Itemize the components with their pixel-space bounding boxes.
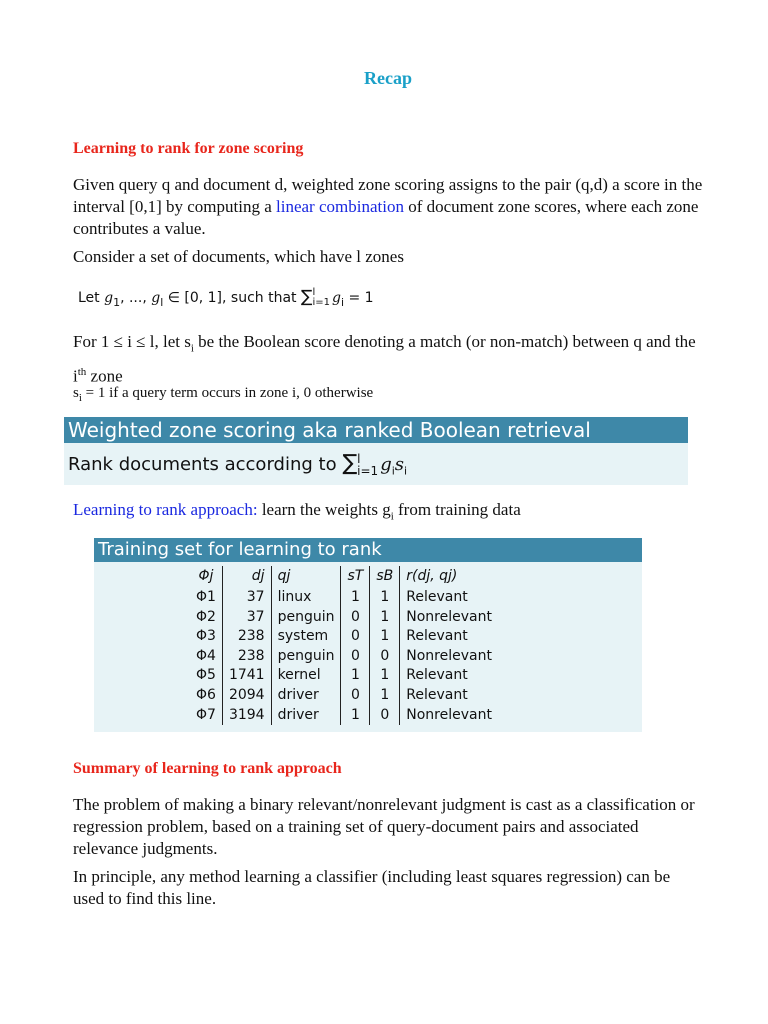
table-row bbox=[190, 627, 498, 647]
cell-st: 0 bbox=[341, 686, 370, 706]
cell-q: kernel bbox=[271, 666, 341, 686]
paragraph-text: zone bbox=[86, 367, 123, 387]
cell-st: 1 bbox=[341, 666, 370, 686]
paragraph-summary-1: The problem of making a binary relevant/nonrelevant judgment is cast as a classification or regression problem, based on a training set of query-document pairs and associated relevance judgments. bbox=[73, 795, 695, 858]
linear-combination-link[interactable]: linear combination bbox=[276, 197, 404, 216]
cell-sb: 1 bbox=[370, 686, 400, 706]
cell-r: Relevant bbox=[406, 628, 468, 645]
paragraph-boolean-score bbox=[73, 330, 703, 389]
formula-text: Let bbox=[78, 290, 100, 306]
column-header: sB bbox=[370, 566, 400, 588]
subscript: i bbox=[190, 342, 194, 355]
cell-q: system bbox=[271, 627, 341, 647]
paragraph-approach bbox=[73, 499, 703, 527]
paragraph-text: Given query q and document d, weighted zone scoring assigns to the pair (q,d) a score in the interval [0,1] by computing a bbox=[73, 175, 703, 216]
cell-phi: Φ5 bbox=[196, 667, 216, 684]
paragraph-text: be the Boolean score denoting a match (or non-match) between q and the i bbox=[73, 332, 696, 387]
formula-text: ∈ [0, 1], such that bbox=[167, 290, 297, 306]
superscript: th bbox=[77, 366, 87, 379]
sum-symbol: ∑ bbox=[300, 287, 313, 307]
cell-d: 2094 bbox=[222, 686, 271, 706]
paragraph-text: of document zone scores, where each zone contributes a value. bbox=[73, 197, 699, 238]
cell-sb: 0 bbox=[370, 647, 400, 667]
table-row bbox=[190, 608, 498, 628]
formula-text: , ..., bbox=[120, 290, 152, 306]
table-header-row bbox=[190, 566, 498, 588]
cell-st: 0 bbox=[341, 647, 370, 667]
cell-phi: Φ3 bbox=[196, 628, 216, 645]
cell-r: Relevant bbox=[406, 686, 468, 703]
cell-d: 37 bbox=[222, 588, 271, 608]
cell-sb: 1 bbox=[370, 666, 400, 686]
table-row bbox=[190, 706, 498, 726]
paragraph-zones: Consider a set of documents, which have l zones bbox=[73, 247, 404, 266]
cell-sb: 1 bbox=[370, 588, 400, 608]
cell-r: Nonrelevant bbox=[406, 608, 492, 625]
formula-sub: i=1 bbox=[312, 297, 330, 308]
wzs-box-header: Weighted zone scoring aka ranked Boolean retrieval bbox=[64, 417, 688, 443]
training-table-header: Training set for learning to rank bbox=[94, 538, 642, 562]
sum-symbol: ∑ bbox=[342, 451, 358, 476]
formula-sub: i bbox=[391, 464, 395, 478]
subscript: i bbox=[390, 510, 394, 523]
cell-r: Nonrelevant bbox=[406, 706, 492, 723]
section-heading-summary: Summary of learning to rank approach bbox=[73, 760, 342, 777]
cell-phi: Φ6 bbox=[196, 686, 216, 703]
learning-to-rank-approach-link[interactable]: Learning to rank approach: bbox=[73, 500, 258, 519]
column-header: r(dj, qj) bbox=[406, 568, 458, 585]
formula-text: = 1 bbox=[348, 290, 374, 306]
cell-r: Relevant bbox=[406, 589, 468, 605]
cell-phi: Φ2 bbox=[196, 608, 216, 625]
cell-d: 3194 bbox=[222, 706, 271, 726]
cell-q: penguin bbox=[271, 608, 341, 628]
table-row bbox=[190, 686, 498, 706]
cell-q: penguin bbox=[271, 647, 341, 667]
subscript: i bbox=[78, 392, 82, 404]
cell-phi: Φ4 bbox=[196, 647, 216, 664]
formula-sub: i=1 bbox=[357, 464, 379, 478]
cell-sb: 1 bbox=[370, 627, 400, 647]
formula-var: g bbox=[151, 290, 161, 306]
cell-st: 1 bbox=[341, 588, 370, 608]
column-header: dj bbox=[222, 566, 271, 588]
training-table-box bbox=[94, 562, 642, 732]
formula-sup: l bbox=[312, 287, 316, 298]
formula-sub: 1 bbox=[113, 295, 121, 309]
section-heading-zone-scoring: Learning to rank for zone scoring bbox=[73, 140, 304, 157]
cell-q: linux bbox=[271, 588, 341, 608]
table-row bbox=[190, 588, 498, 608]
formula-sup: l bbox=[357, 452, 361, 466]
cell-q: driver bbox=[271, 686, 341, 706]
cell-sb: 0 bbox=[370, 706, 400, 726]
paragraph-si-definition bbox=[73, 382, 703, 409]
cell-d: 238 bbox=[222, 647, 271, 667]
cell-q: driver bbox=[271, 706, 341, 726]
cell-st: 0 bbox=[341, 608, 370, 628]
cell-r: Nonrelevant bbox=[406, 647, 492, 664]
formula-weights bbox=[78, 287, 374, 309]
table-row bbox=[190, 666, 498, 686]
formula-sub: i bbox=[340, 295, 345, 309]
table-row bbox=[190, 647, 498, 667]
cell-d: 238 bbox=[222, 627, 271, 647]
wzs-box-text: Rank documents according to bbox=[68, 454, 337, 475]
cell-phi: Φ7 bbox=[196, 706, 216, 723]
cell-st: 1 bbox=[341, 706, 370, 726]
formula-var: s bbox=[394, 454, 405, 475]
formula-sub: i bbox=[404, 464, 408, 478]
paragraph-text: learn the weights g bbox=[257, 500, 391, 519]
formula-var: g bbox=[104, 290, 114, 306]
paragraph-text: s bbox=[73, 385, 79, 401]
cell-phi: Φ1 bbox=[196, 589, 216, 605]
paragraph-text: from training data bbox=[393, 500, 521, 519]
paragraph-text: = 1 if a query term occurs in zone i, 0 otherwise bbox=[81, 385, 374, 401]
page-title: Recap bbox=[364, 68, 412, 88]
cell-d: 1741 bbox=[222, 666, 271, 686]
paragraph-weighted-zone-scoring bbox=[73, 174, 703, 240]
formula-sub: l bbox=[160, 295, 164, 309]
paragraph-summary-2: In principle, any method learning a classifier (including least squares regression) can be used to find this line. bbox=[73, 867, 671, 908]
paragraph-text: For 1 ≤ i ≤ l, let s bbox=[73, 332, 191, 351]
formula-var: g bbox=[331, 290, 341, 306]
cell-r: Relevant bbox=[406, 667, 468, 684]
training-table bbox=[190, 566, 498, 725]
cell-d: 37 bbox=[222, 608, 271, 628]
cell-st: 0 bbox=[341, 627, 370, 647]
column-header: sT bbox=[341, 566, 370, 588]
formula-var: g bbox=[380, 454, 392, 475]
column-header: Φj bbox=[198, 568, 214, 585]
wzs-box-body bbox=[64, 443, 688, 485]
cell-sb: 1 bbox=[370, 608, 400, 628]
column-header: qj bbox=[271, 566, 341, 588]
